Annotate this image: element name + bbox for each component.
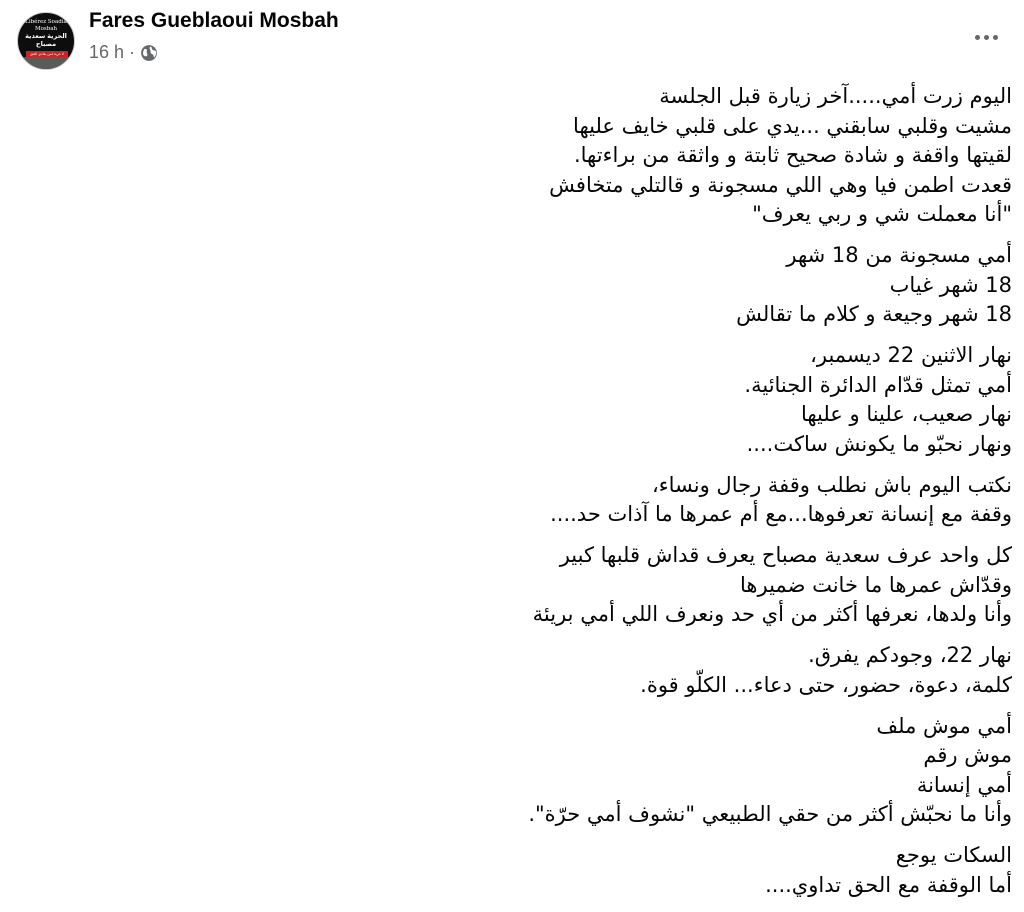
post-line: قعدت اطمن فيا وهي اللي مسجونة و قالتلي متخافش	[549, 172, 1012, 197]
post-time[interactable]: 16 h	[89, 42, 125, 62]
post-paragraph	[20, 641, 1012, 700]
post-line: 18 شهر غياب	[889, 272, 1012, 297]
avatar-caption-arabic: الحرية سعدية مصباح	[25, 33, 67, 48]
post-line: نهار صعيب، علينا و عليها	[800, 402, 1012, 426]
post-line: نهار 22، وجودكم يفرق.	[808, 643, 1012, 667]
post-line: كلمة، دعوة، حضور، حتى دعاء... الكلّو قوة.	[640, 672, 1012, 697]
post-header	[0, 0, 1024, 80]
post-line: موش رقم	[923, 743, 1012, 767]
post-line: كل واحد عرف سعدية مصباح يعرف قداش قلبها كبير	[559, 543, 1012, 567]
post-paragraph	[20, 82, 1012, 230]
post-line: 18 شهر وجيعة و كلام ما تقالش	[736, 302, 1012, 326]
more-options-icon	[984, 35, 989, 40]
post-meta	[89, 42, 158, 63]
post-line: نهار الاثنين 22 ديسمبر،	[810, 343, 1012, 367]
post-line: أمي مسجونة من 18 شهر	[786, 243, 1012, 267]
post-paragraph	[20, 541, 1012, 630]
post-paragraph	[20, 241, 1012, 330]
post-line: مشيت وقلبي سابقني ...يدي على قلبي خايف عليها	[573, 113, 1012, 138]
post-paragraph	[20, 841, 1012, 900]
globe-icon[interactable]	[140, 44, 158, 62]
post-line: أما الوقفة مع الحق تداوي....	[765, 872, 1012, 897]
post-paragraph	[20, 712, 1012, 830]
post-line: ونهار نحبّو ما يكونش ساكت....	[746, 431, 1012, 456]
post-line: أمي موش ملف	[876, 713, 1012, 738]
post-line: أمي إنسانة	[916, 772, 1012, 797]
post-line: وقفة مع إنسانة تعرفوها...مع أم عمرها ما آذات حد....	[550, 502, 1012, 526]
post-paragraph	[20, 341, 1012, 459]
avatar-caption-strip: لا حرية لمن يعادي الحق	[26, 51, 68, 57]
post-line: وقدّاش عمرها ما خانت ضميرها	[740, 572, 1012, 597]
avatar-caption-latin: Libérez Soadia Mosbah	[25, 19, 67, 32]
meta-separator: ·	[129, 42, 136, 62]
post-line: لقيتها واقفة و شادة صحيح ثابتة و واثقة من براءتها.	[573, 143, 1012, 167]
post-body	[20, 82, 1012, 912]
post-line: "أنا معملت شي و ربي يعرف"	[752, 202, 1012, 226]
author-name[interactable]: Fares Gueblaoui Mosbah	[89, 9, 339, 32]
post-line: أمي تمثل قدّام الدائرة الجنائية.	[744, 372, 1012, 397]
post-line: وأنا ولدها، نعرفها أكثر من أي حد ونعرف اللي أمي بريئة	[532, 602, 1012, 626]
post-line: السكات يوجع	[895, 843, 1012, 867]
more-options-icon	[993, 35, 998, 40]
post-line: وأنا ما نحبّش أكثر من حقي الطبيعي "نشوف أمي حرّة".	[528, 802, 1012, 826]
post-line: نكتب اليوم باش نطلب وقفة رجال ونساء،	[651, 472, 1012, 497]
more-options-icon	[975, 35, 980, 40]
avatar[interactable]	[17, 12, 75, 70]
post-line: اليوم زرت أمي.....آخر زيارة قبل الجلسة	[659, 84, 1012, 108]
post-paragraph	[20, 471, 1012, 530]
more-options-button[interactable]	[966, 23, 1006, 51]
avatar-photo-band	[18, 57, 74, 70]
